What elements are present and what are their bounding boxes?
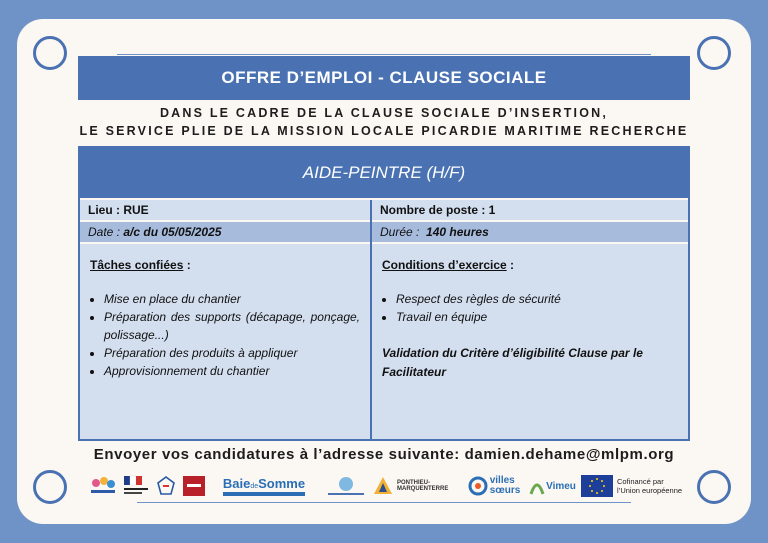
tasks-heading-suffix: : xyxy=(183,258,191,272)
page-title: OFFRE D’EMPLOI - CLAUSE SOCIALE xyxy=(78,56,690,100)
somme-text: Somme xyxy=(258,475,306,491)
top-divider xyxy=(117,54,651,55)
eu-cofunding-logo xyxy=(581,473,687,499)
region-logo xyxy=(153,473,179,499)
tasks-list xyxy=(90,290,360,380)
validation-note: Validation du Critère d’éligibilité Clause par le Facilitateur xyxy=(382,346,643,379)
duration-value: 140 heures xyxy=(426,225,489,239)
prefet-region-logo xyxy=(121,473,151,499)
date-value: a/c du 05/05/2025 xyxy=(123,225,222,239)
duration-label: Durée : xyxy=(380,225,420,239)
vimeu-text: Vimeu xyxy=(546,480,576,492)
ponthieu-marquenterre-logo: PONTHIEU-MARQUENTERRE xyxy=(397,480,449,492)
baie-text: Baie xyxy=(222,475,251,491)
contact-line: Envoyer vos candidatures à l’adresse suivante: damien.dehame@mlpm.org xyxy=(93,446,675,463)
triangle-logo xyxy=(371,473,395,499)
conditions-panel xyxy=(372,244,688,439)
mission-locale-logo xyxy=(87,473,119,499)
communes-logo xyxy=(323,473,369,499)
list-item: • Préparation des supports (décapage, ponçage, polissage...) xyxy=(104,308,360,344)
positions-cell: Nombre de poste : 1 xyxy=(372,200,688,220)
list-item: • Approvisionnement du chantier xyxy=(104,362,360,380)
vimeu-logo xyxy=(525,473,579,499)
corner-circle-icon xyxy=(33,36,67,70)
bottom-divider xyxy=(137,502,631,503)
conditions-heading: Conditions d’exercice xyxy=(382,258,507,272)
red-partner-logo xyxy=(181,473,207,499)
villes-text: villes xyxy=(489,475,515,486)
date-cell xyxy=(80,222,370,242)
eu-text: Cofinancé par l’Union européenne xyxy=(617,477,683,495)
corner-circle-icon xyxy=(697,470,731,504)
corner-circle-icon xyxy=(697,36,731,70)
job-title: AIDE-PEINTRE (H/F) xyxy=(80,148,688,198)
tasks-panel xyxy=(80,244,370,439)
soeurs-text: sœurs xyxy=(489,485,521,496)
location-cell: Lieu : RUE xyxy=(80,200,370,220)
list-item: • Travail en équipe xyxy=(396,308,678,326)
date-label: Date : xyxy=(88,225,121,239)
list-item: • Respect des règles de sécurité xyxy=(396,290,678,308)
conditions-heading-suffix: : xyxy=(506,258,515,272)
list-item: • Mise en place du chantier xyxy=(104,290,360,308)
baie-de-text: de xyxy=(250,482,259,490)
conditions-list xyxy=(382,290,678,326)
partner-logos xyxy=(87,473,687,499)
baie-de-somme-logo xyxy=(209,473,319,499)
job-offer-table xyxy=(78,146,690,441)
corner-circle-icon xyxy=(33,470,67,504)
subtitle-line-1: DANS LE CADRE DE LA CLAUSE SOCIALE D’INSERTION, xyxy=(159,106,609,120)
duration-cell xyxy=(372,222,688,242)
list-item: • Préparation des produits à appliquer xyxy=(104,344,360,362)
column-divider xyxy=(370,200,372,441)
tasks-heading: Tâches confiées xyxy=(90,258,184,272)
subtitle-line-2: LE SERVICE PLIE DE LA MISSION LOCALE PICARDIE MARITIME RECHERCHE xyxy=(79,124,689,138)
villes-soeurs-logo xyxy=(465,473,523,499)
